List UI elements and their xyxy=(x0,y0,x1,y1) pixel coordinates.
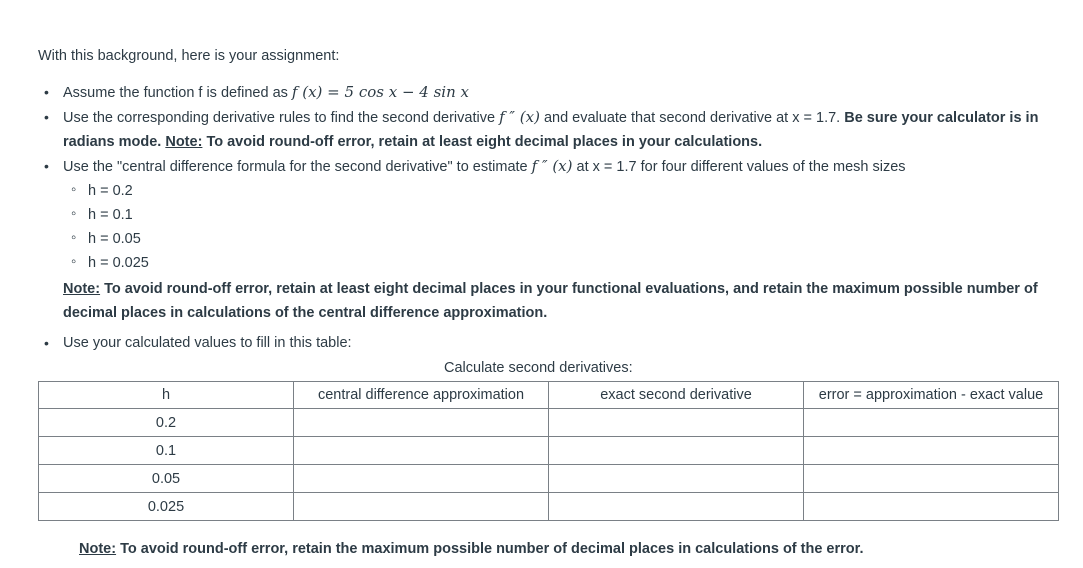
cell-approx xyxy=(294,465,549,493)
table-row xyxy=(39,493,1059,521)
mesh-size-item: ◦ h = 0.05 xyxy=(63,227,1068,251)
cell-h: 0.05 xyxy=(39,465,294,493)
list-item xyxy=(38,105,1068,154)
cell-approx xyxy=(294,409,549,437)
table-row xyxy=(39,465,1059,493)
mesh-size-item: ◦ h = 0.025 xyxy=(63,251,1068,275)
error-note xyxy=(79,539,864,559)
header-error: error = approximation - exact value xyxy=(804,382,1059,409)
cell-error xyxy=(804,409,1059,437)
function-formula: f (x) = 5 cos x − 4 sin x xyxy=(291,83,469,101)
cell-error xyxy=(804,437,1059,465)
note-text: To avoid round-off error, retain at least eight decimal places in your functional evaluations, and retain the maximum possible number of decimal places in calculations of the central difference approximation. xyxy=(63,281,1038,321)
derivative-instruction-text: Use the corresponding derivative rules to find the second derivative xyxy=(63,110,496,126)
cell-exact xyxy=(549,437,804,465)
cell-h: 0.025 xyxy=(39,493,294,521)
derivatives-table xyxy=(38,381,1059,521)
central-difference-text: Use the "central difference formula for the second derivative" to estimate xyxy=(63,159,528,175)
evaluate-text: and evaluate that second derivative at x = 1.7. xyxy=(543,110,841,126)
second-derivative-formula: f ″ (x) xyxy=(499,108,540,126)
table-row xyxy=(39,437,1059,465)
cell-exact xyxy=(549,465,804,493)
cell-approx xyxy=(294,493,549,521)
header-central-difference: central difference approximation xyxy=(294,382,549,409)
note-label: Note: xyxy=(63,281,101,297)
cell-exact xyxy=(549,493,804,521)
cell-exact xyxy=(549,409,804,437)
functional-evaluation-note xyxy=(63,277,1068,325)
header-exact: exact second derivative xyxy=(549,382,804,409)
note-label: Note: xyxy=(79,541,117,557)
cell-error xyxy=(804,493,1059,521)
radians-warning: Be sure your calculator is in radians mode. xyxy=(63,110,1039,150)
cell-h: 0.2 xyxy=(39,409,294,437)
fill-table-text: Use your calculated values to fill in this table: xyxy=(63,335,352,351)
list-item xyxy=(38,331,1068,355)
list-item xyxy=(38,154,1068,325)
intro-text: With this background, here is your assignment: xyxy=(38,48,340,64)
instructions-list xyxy=(38,80,1068,355)
mesh-size-list xyxy=(63,179,1068,275)
cell-approx xyxy=(294,437,549,465)
note-label: Note: xyxy=(165,134,203,150)
cell-h: 0.1 xyxy=(39,437,294,465)
mesh-size-text: at x = 1.7 for four different values of the mesh sizes xyxy=(576,159,906,175)
second-derivative-formula: f ″ (x) xyxy=(531,157,573,175)
cell-error xyxy=(804,465,1059,493)
function-definition-text: Assume the function f is defined as xyxy=(63,85,288,101)
list-item xyxy=(38,80,1068,105)
note-text: To avoid round-off error, retain the maximum possible number of decimal places in calculations of the error. xyxy=(120,541,864,557)
assignment-content xyxy=(38,46,1068,355)
table-row xyxy=(39,409,1059,437)
mesh-size-item: ◦ h = 0.1 xyxy=(63,203,1068,227)
header-h: h xyxy=(39,382,294,409)
table-header-row xyxy=(39,382,1059,409)
note-text: To avoid round-off error, retain at least eight decimal places in your calculations. xyxy=(206,134,763,150)
table-caption: Calculate second derivatives: xyxy=(444,360,633,376)
mesh-size-item: ◦ h = 0.2 xyxy=(63,179,1068,203)
